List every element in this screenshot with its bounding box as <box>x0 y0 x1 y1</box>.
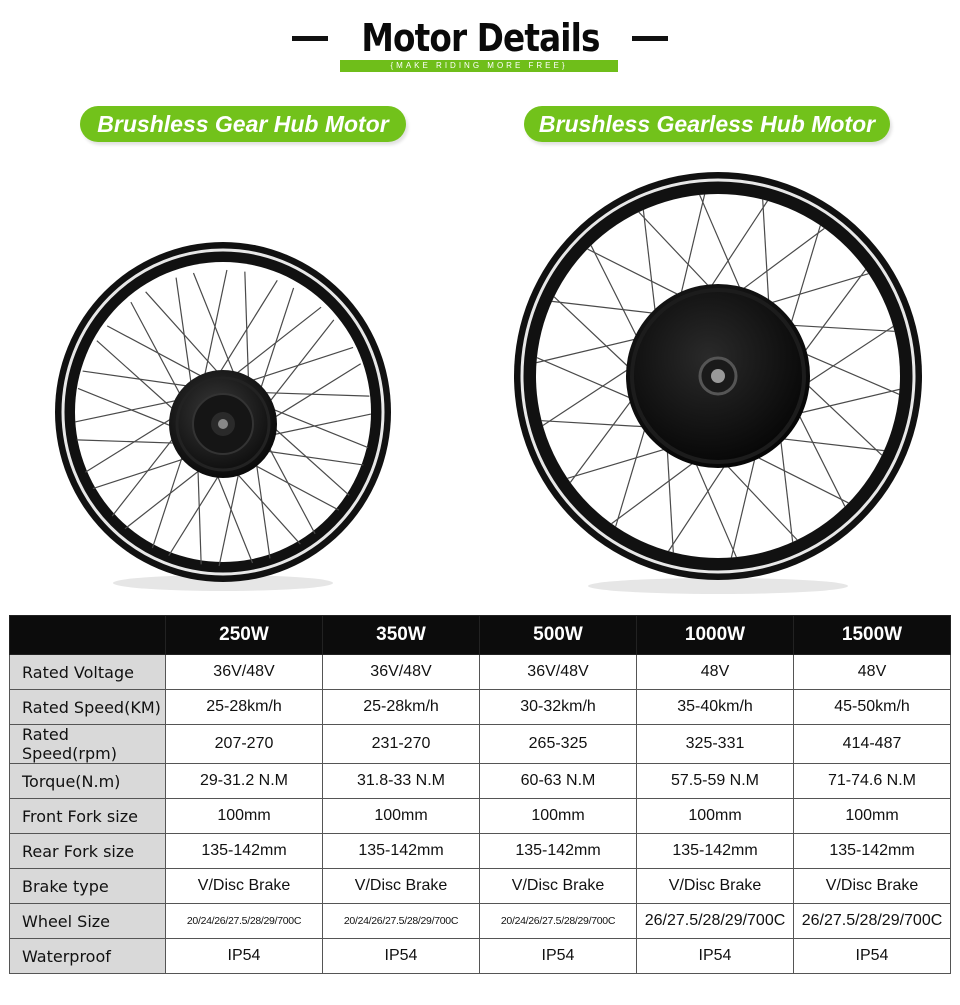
table-cell: 100mm <box>480 799 637 834</box>
table-row <box>10 690 951 725</box>
table-cell: 25-28km/h <box>323 690 480 725</box>
table-cell: V/Disc Brake <box>637 869 794 904</box>
table-cell: 100mm <box>166 799 323 834</box>
table-cell: 135-142mm <box>166 834 323 869</box>
table-cell: IP54 <box>323 939 480 974</box>
table-cell: 36V/48V <box>323 655 480 690</box>
subtitle-banner: {MAKE RIDING MORE FREE} <box>340 60 618 72</box>
table-cell: 36V/48V <box>166 655 323 690</box>
table-row <box>10 939 951 974</box>
table-cell: 265-325 <box>480 725 637 764</box>
table-cell: 414-487 <box>794 725 951 764</box>
table-cell: 231-270 <box>323 725 480 764</box>
gearless-hub-wheel-image <box>508 168 928 598</box>
table-cell: IP54 <box>794 939 951 974</box>
column-header-250w: 250W <box>166 616 323 655</box>
table-cell: IP54 <box>637 939 794 974</box>
row-label: Wheel Size <box>10 904 166 939</box>
table-cell: 100mm <box>637 799 794 834</box>
row-label: Rated Voltage <box>10 655 166 690</box>
row-label: Rated Speed(KM) <box>10 690 166 725</box>
column-header-1000w: 1000W <box>637 616 794 655</box>
row-label: Waterproof <box>10 939 166 974</box>
table-cell: 57.5-59 N.M <box>637 764 794 799</box>
table-cell: IP54 <box>480 939 637 974</box>
table-cell: 30-32km/h <box>480 690 637 725</box>
title-dash-left <box>292 36 328 41</box>
table-row <box>10 904 951 939</box>
table-cell: 26/27.5/28/29/700C <box>637 904 794 939</box>
table-cell: 135-142mm <box>794 834 951 869</box>
column-header-350w: 350W <box>323 616 480 655</box>
table-cell: 45-50km/h <box>794 690 951 725</box>
table-row <box>10 764 951 799</box>
table-cell: 60-63 N.M <box>480 764 637 799</box>
table-cell: 325-331 <box>637 725 794 764</box>
gear-hub-motor-label: Brushless Gear Hub Motor <box>80 106 406 142</box>
table-cell: 20/24/26/27.5/28/29/700C <box>323 904 480 939</box>
table-cell: 48V <box>637 655 794 690</box>
table-cell: 31.8-33 N.M <box>323 764 480 799</box>
table-cell: 135-142mm <box>480 834 637 869</box>
row-label: Rated Speed(rpm) <box>10 725 166 764</box>
table-cell: V/Disc Brake <box>480 869 637 904</box>
table-cell: V/Disc Brake <box>794 869 951 904</box>
table-cell: 25-28km/h <box>166 690 323 725</box>
spec-table-body <box>10 655 951 974</box>
row-label: Torque(N.m) <box>10 764 166 799</box>
table-cell: V/Disc Brake <box>323 869 480 904</box>
table-cell: 26/27.5/28/29/700C <box>794 904 951 939</box>
table-cell: 135-142mm <box>637 834 794 869</box>
column-header-1500w: 1500W <box>794 616 951 655</box>
row-label: Front Fork size <box>10 799 166 834</box>
gear-hub-wheel-image <box>50 238 396 598</box>
table-cell: 36V/48V <box>480 655 637 690</box>
table-cell: 29-31.2 N.M <box>166 764 323 799</box>
spec-header-row <box>10 616 951 655</box>
title-dash-right <box>632 36 668 41</box>
title-row <box>0 14 960 62</box>
header-corner-cell <box>10 616 166 655</box>
table-cell: 135-142mm <box>323 834 480 869</box>
table-row <box>10 799 951 834</box>
table-cell: 100mm <box>323 799 480 834</box>
table-row <box>10 725 951 764</box>
table-cell: 48V <box>794 655 951 690</box>
table-cell: 20/24/26/27.5/28/29/700C <box>480 904 637 939</box>
page-title: Motor Details <box>360 16 600 60</box>
table-cell: IP54 <box>166 939 323 974</box>
row-label: Rear Fork size <box>10 834 166 869</box>
gearless-hub-motor-label: Brushless Gearless Hub Motor <box>524 106 890 142</box>
table-cell: 207-270 <box>166 725 323 764</box>
table-cell: 71-74.6 N.M <box>794 764 951 799</box>
table-cell: 35-40km/h <box>637 690 794 725</box>
table-row <box>10 869 951 904</box>
page-header <box>0 14 960 62</box>
spec-table <box>9 615 951 974</box>
table-cell: 20/24/26/27.5/28/29/700C <box>166 904 323 939</box>
row-label: Brake type <box>10 869 166 904</box>
table-cell: 100mm <box>794 799 951 834</box>
table-row <box>10 834 951 869</box>
table-row <box>10 655 951 690</box>
table-cell: V/Disc Brake <box>166 869 323 904</box>
column-header-500w: 500W <box>480 616 637 655</box>
